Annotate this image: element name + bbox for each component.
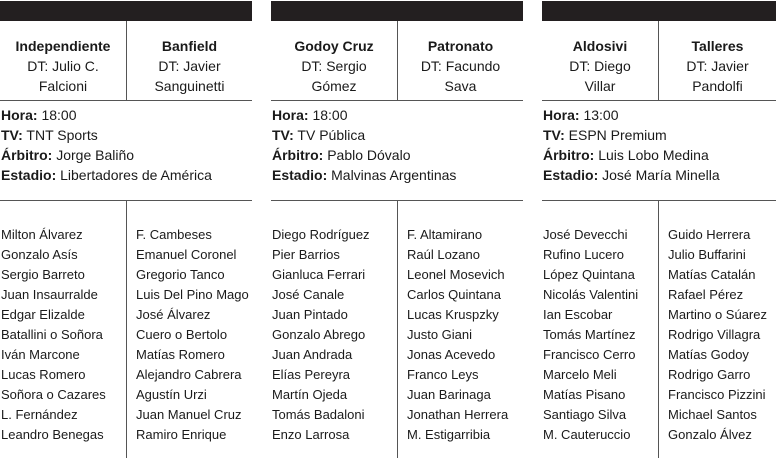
- player-name: M. Estigarribia: [407, 427, 491, 442]
- player-name: Franco Leys: [407, 367, 479, 382]
- team-name: Independiente: [15, 38, 111, 54]
- coach-line: Sava: [444, 78, 477, 94]
- player-name: Matías Catalán: [668, 267, 756, 282]
- player-name: Edgar Elizalde: [1, 307, 85, 322]
- team-home: [542, 36, 658, 96]
- rule: [0, 100, 252, 101]
- lineup-away: [668, 225, 767, 445]
- lineup-away: [136, 225, 249, 445]
- player-name: Ramiro Enrique: [136, 427, 227, 442]
- player-name: José Álvarez: [136, 307, 211, 322]
- player-name: Francisco Cerro: [543, 347, 636, 362]
- player-name: Sergio Barreto: [1, 267, 85, 282]
- player-name: Pier Barrios: [272, 247, 340, 262]
- info-value: ESPN Premium: [568, 127, 667, 143]
- player-name: José Devecchi: [543, 227, 628, 242]
- coach-line: Villar: [584, 78, 616, 94]
- match-info: [543, 105, 720, 185]
- info-tv: [543, 125, 720, 145]
- player-name: Lucas Kruspzky: [407, 307, 499, 322]
- player-name: Juan Pintado: [272, 307, 348, 322]
- info-label: Árbitro:: [272, 147, 324, 163]
- match-info: [272, 105, 456, 185]
- info-label: TV:: [543, 127, 565, 143]
- player-name: Batallini o Soñora: [1, 327, 103, 342]
- info-value: Malvinas Argentinas: [331, 167, 457, 183]
- player-name: Raúl Lozano: [407, 247, 480, 262]
- player-name: Martín Ojeda: [272, 387, 348, 402]
- player-name: Lucas Romero: [1, 367, 86, 382]
- player-name: Gonzalo Abrego: [272, 327, 366, 342]
- lineup-home: [272, 225, 370, 445]
- player-name: Milton Álvarez: [1, 227, 83, 242]
- player-name: Juan Barinaga: [407, 387, 491, 402]
- player-name: Emanuel Coronel: [136, 247, 237, 262]
- player-name: Francisco Pizzini: [668, 387, 766, 402]
- player-name: Juan Andrada: [272, 347, 353, 362]
- match-panel: [271, 0, 523, 458]
- player-name: Agustín Urzi: [136, 387, 207, 402]
- rule: [542, 200, 776, 201]
- team-name: Banfield: [161, 38, 218, 54]
- player-name: José Canale: [272, 287, 345, 302]
- player-name: Gonzalo Asís: [1, 247, 78, 262]
- team-name: Aldosivi: [572, 38, 628, 54]
- player-name: Martino o Súarez: [668, 307, 767, 322]
- lineup-away: [407, 225, 508, 445]
- coach-line: DT: Facundo: [420, 58, 501, 74]
- player-name: López Quintana: [543, 267, 635, 282]
- coach-line: Gómez: [311, 78, 357, 94]
- player-name: Jonathan Herrera: [407, 407, 509, 422]
- player-name: M. Cauteruccio: [543, 427, 631, 442]
- player-name: L. Fernández: [1, 407, 78, 422]
- info-estadio: [1, 165, 212, 185]
- lineup-home: [1, 225, 106, 445]
- player-name: Justo Giani: [407, 327, 473, 342]
- lineup-divider: [126, 200, 127, 458]
- player-name: Alejandro Cabrera: [136, 367, 242, 382]
- player-name: Rodrigo Villagra: [668, 327, 761, 342]
- lineup-divider: [397, 200, 398, 458]
- player-name: Gonzalo Álvez: [668, 427, 752, 442]
- player-name: Ian Escobar: [543, 307, 613, 322]
- header-bar: [542, 1, 776, 21]
- info-arbitro: [543, 145, 720, 165]
- info-tv: [1, 125, 212, 145]
- player-name: Juan Manuel Cruz: [136, 407, 242, 422]
- player-name: Elías Pereyra: [272, 367, 351, 382]
- player-name: Tomás Martínez: [543, 327, 636, 342]
- player-name: Carlos Quintana: [407, 287, 501, 302]
- header-bar: [271, 1, 523, 21]
- info-hora: [1, 105, 212, 125]
- info-label: Árbitro:: [543, 147, 595, 163]
- player-name: F. Altamirano: [407, 227, 483, 242]
- info-value: Libertadores de América: [60, 167, 212, 183]
- coach-line: DT: Julio C.: [27, 58, 99, 74]
- player-name: Gianluca Ferrari: [272, 267, 366, 282]
- coach-line: DT: Diego: [569, 58, 631, 74]
- info-value: Jorge Baliño: [56, 147, 135, 163]
- lineup-home: [543, 225, 638, 445]
- player-name: Leonel Mosevich: [407, 267, 505, 282]
- info-label: TV:: [1, 127, 23, 143]
- team-away: [398, 36, 523, 96]
- info-label: TV:: [272, 127, 294, 143]
- player-name: Rufino Lucero: [543, 247, 624, 262]
- player-name: Matías Godoy: [668, 347, 749, 362]
- info-hora: [272, 105, 456, 125]
- match-panel: [0, 0, 252, 458]
- player-name: Jonas Acevedo: [407, 347, 496, 362]
- lineup-divider: [658, 200, 659, 458]
- info-value: Luis Lobo Medina: [598, 147, 709, 163]
- player-name: Guido Herrera: [668, 227, 751, 242]
- player-name: Enzo Larrosa: [272, 427, 350, 442]
- team-home: [271, 36, 397, 96]
- player-name: Matías Romero: [136, 347, 225, 362]
- team-home: [0, 36, 126, 96]
- info-label: Estadio:: [543, 167, 599, 183]
- info-arbitro: [272, 145, 456, 165]
- player-name: Soñora o Cazares: [1, 387, 106, 402]
- player-name: Matías Pisano: [543, 387, 626, 402]
- info-value: 18:00: [312, 107, 348, 123]
- player-name: Tomás Badaloni: [272, 407, 365, 422]
- info-value: Pablo Dóvalo: [327, 147, 411, 163]
- coach-line: Falcioni: [38, 78, 88, 94]
- coach-line: DT: Sergio: [301, 58, 367, 74]
- player-name: Cuero o Bertolo: [136, 327, 228, 342]
- player-name: Gregorio Tanco: [136, 267, 225, 282]
- player-name: Leandro Benegas: [1, 427, 104, 442]
- info-value: José María Minella: [602, 167, 720, 183]
- rule: [271, 100, 523, 101]
- team-name: Patronato: [427, 38, 494, 54]
- match-info: [1, 105, 212, 185]
- player-name: Luis Del Pino Mago: [136, 287, 249, 302]
- coach-line: DT: Javier: [158, 58, 221, 74]
- info-estadio: [543, 165, 720, 185]
- coach-line: DT: Javier: [686, 58, 749, 74]
- player-name: Julio Buffarini: [668, 247, 746, 262]
- info-hora: [543, 105, 720, 125]
- info-label: Hora:: [543, 107, 580, 123]
- team-name: Talleres: [691, 38, 744, 54]
- player-name: Santiago Silva: [543, 407, 627, 422]
- info-label: Árbitro:: [1, 147, 53, 163]
- player-name: Nicolás Valentini: [543, 287, 639, 302]
- info-value: TNT Sports: [26, 127, 98, 143]
- rule: [542, 100, 776, 101]
- player-name: Diego Rodríguez: [272, 227, 370, 242]
- info-arbitro: [1, 145, 212, 165]
- info-value: 18:00: [41, 107, 77, 123]
- player-name: F. Cambeses: [136, 227, 212, 242]
- team-name: Godoy Cruz: [294, 38, 374, 54]
- player-name: Rodrigo Garro: [668, 367, 751, 382]
- header-bar: [0, 1, 252, 21]
- player-name: Marcelo Meli: [543, 367, 617, 382]
- player-name: Michael Santos: [668, 407, 757, 422]
- info-tv: [272, 125, 456, 145]
- player-name: Juan Insaurralde: [1, 287, 98, 302]
- info-value: 13:00: [583, 107, 619, 123]
- player-name: Iván Marcone: [1, 347, 80, 362]
- team-away: [127, 36, 252, 96]
- coach-line: Pandolfi: [692, 78, 743, 94]
- coach-line: Sanguinetti: [154, 78, 225, 94]
- info-label: Hora:: [272, 107, 309, 123]
- info-label: Hora:: [1, 107, 38, 123]
- info-value: TV Pública: [297, 127, 366, 143]
- team-away: [659, 36, 776, 96]
- info-label: Estadio:: [272, 167, 328, 183]
- info-estadio: [272, 165, 456, 185]
- player-name: Rafael Pérez: [668, 287, 744, 302]
- info-label: Estadio:: [1, 167, 57, 183]
- match-panel: [542, 0, 776, 458]
